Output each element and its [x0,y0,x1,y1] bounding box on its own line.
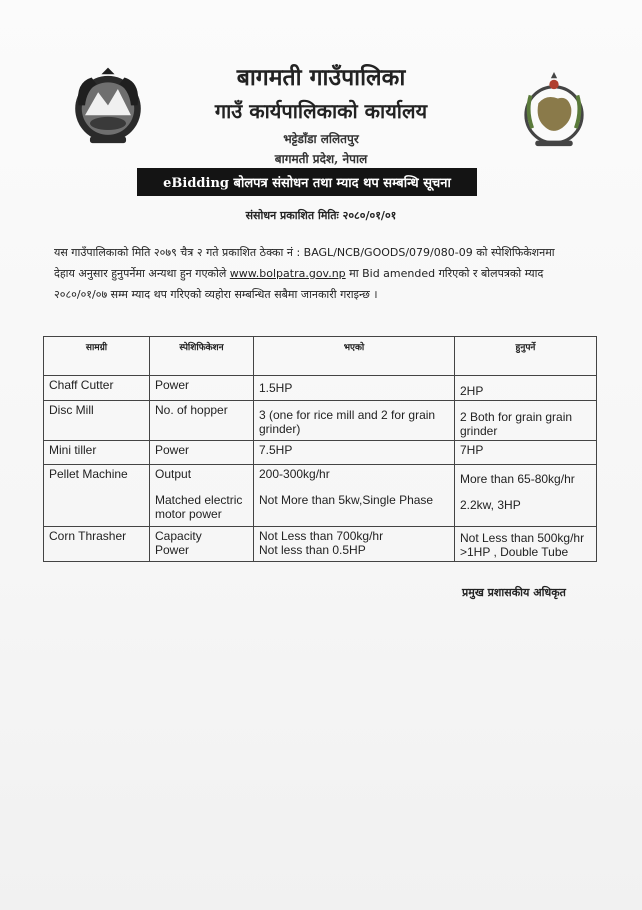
notice-banner: eBidding बोलपत्र संसोधन तथा म्याद थप सम्बन्धि सूचना [137,168,477,196]
cell-current-group [254,465,455,527]
paragraph-line-2-pre: देहाय अनुसार हुनुपर्नेमा अन्यथा हुन गएकोले [54,267,230,280]
published-date: संसोधन प्रकाशित मितिः २०८०/०१/०१ [245,209,397,222]
cell-spec: Power [150,376,254,401]
header-current: भएको [254,337,455,376]
cell-spec-2: Matched electric motor power [155,493,243,521]
table-header-row [44,337,597,376]
cell-item: Pellet Machine [44,465,150,527]
header-specification: स्पेशिफिकेशन [150,337,254,376]
cell-required: Not Less than 500kg/hr [460,531,585,545]
bolpatra-link[interactable]: www.bolpatra.gov.np [229,267,346,280]
cell-required-group [455,465,597,527]
cell-current: Not Less than 700kg/hr [259,529,384,543]
cell-current: 200-300kg/hr [259,467,330,481]
cell-item: Chaff Cutter [44,376,150,401]
cell-spec-group [150,465,254,527]
cell-spec-2: Power [155,543,190,557]
office-subtitle: गाउँ कार्यपालिकाको कार्यालय [214,99,428,123]
cell-spec-group [150,527,254,562]
header-item: सामग्री [44,337,150,376]
address-line-1: भट्टेडाँडा ललितपुर [283,132,359,146]
municipality-title: बागमती गाउँपालिका [236,64,406,91]
address-line-2: बागमती प्रदेश, नेपाल [274,152,368,166]
table-row [44,527,597,562]
cell-spec: Capacity [155,529,202,543]
cell-spec: No. of hopper [150,401,254,441]
paragraph-line-3: २०८०/०१/०७ सम्म म्याद थप गरिएको व्यहोरा सम्बन्धित सबैमा जानकारी गराइन्छ । [54,288,378,301]
signature-title: प्रमुख प्रशासकीय अधिकृत [462,586,566,599]
notice-paragraph [54,242,594,305]
cell-spec: Power [150,441,254,465]
cell-required: 2HP [455,376,597,401]
paragraph-line-2 [54,263,594,284]
cell-required: 7HP [455,441,597,465]
cell-spec: Output [155,467,192,481]
header-required: हुनुपर्ने [455,337,597,376]
cell-required: 2 Both for grain grain grinder [455,401,597,441]
cell-current: 7.5HP [254,441,455,465]
cell-current-2: Not More than 5kw,Single Phase [259,493,434,507]
cell-item: Corn Thrasher [44,527,150,562]
cell-item: Disc Mill [44,401,150,441]
table-row [44,401,597,441]
paragraph-line-1: यस गाउँपालिकाको मिति २०७९ चैत्र २ गते प्रकाशित ठेक्का नं : BAGL/NCB/GOODS/079/080-09 को स्पेशिफिकेशनमा [54,246,555,259]
paragraph-line-2-post: मा Bid amended गरिएको र बोलपत्रको म्याद [345,267,544,280]
specification-table [43,336,597,562]
cell-required-group [455,527,597,562]
table-row [44,376,597,401]
cell-required-2: 2.2kw, 3HP [460,498,521,512]
cell-item: Mini tiller [44,441,150,465]
cell-current-group [254,527,455,562]
cell-current: 1.5HP [254,376,455,401]
table-row [44,465,597,527]
cell-current: 3 (one for rice mill and 2 for grain grinder) [254,401,455,441]
cell-current-2: Not less than 0.5HP [259,543,366,557]
cell-required: More than 65-80kg/hr [460,472,575,486]
cell-required-2: >1HP , Double Tube [460,545,569,559]
table-row [44,441,597,465]
